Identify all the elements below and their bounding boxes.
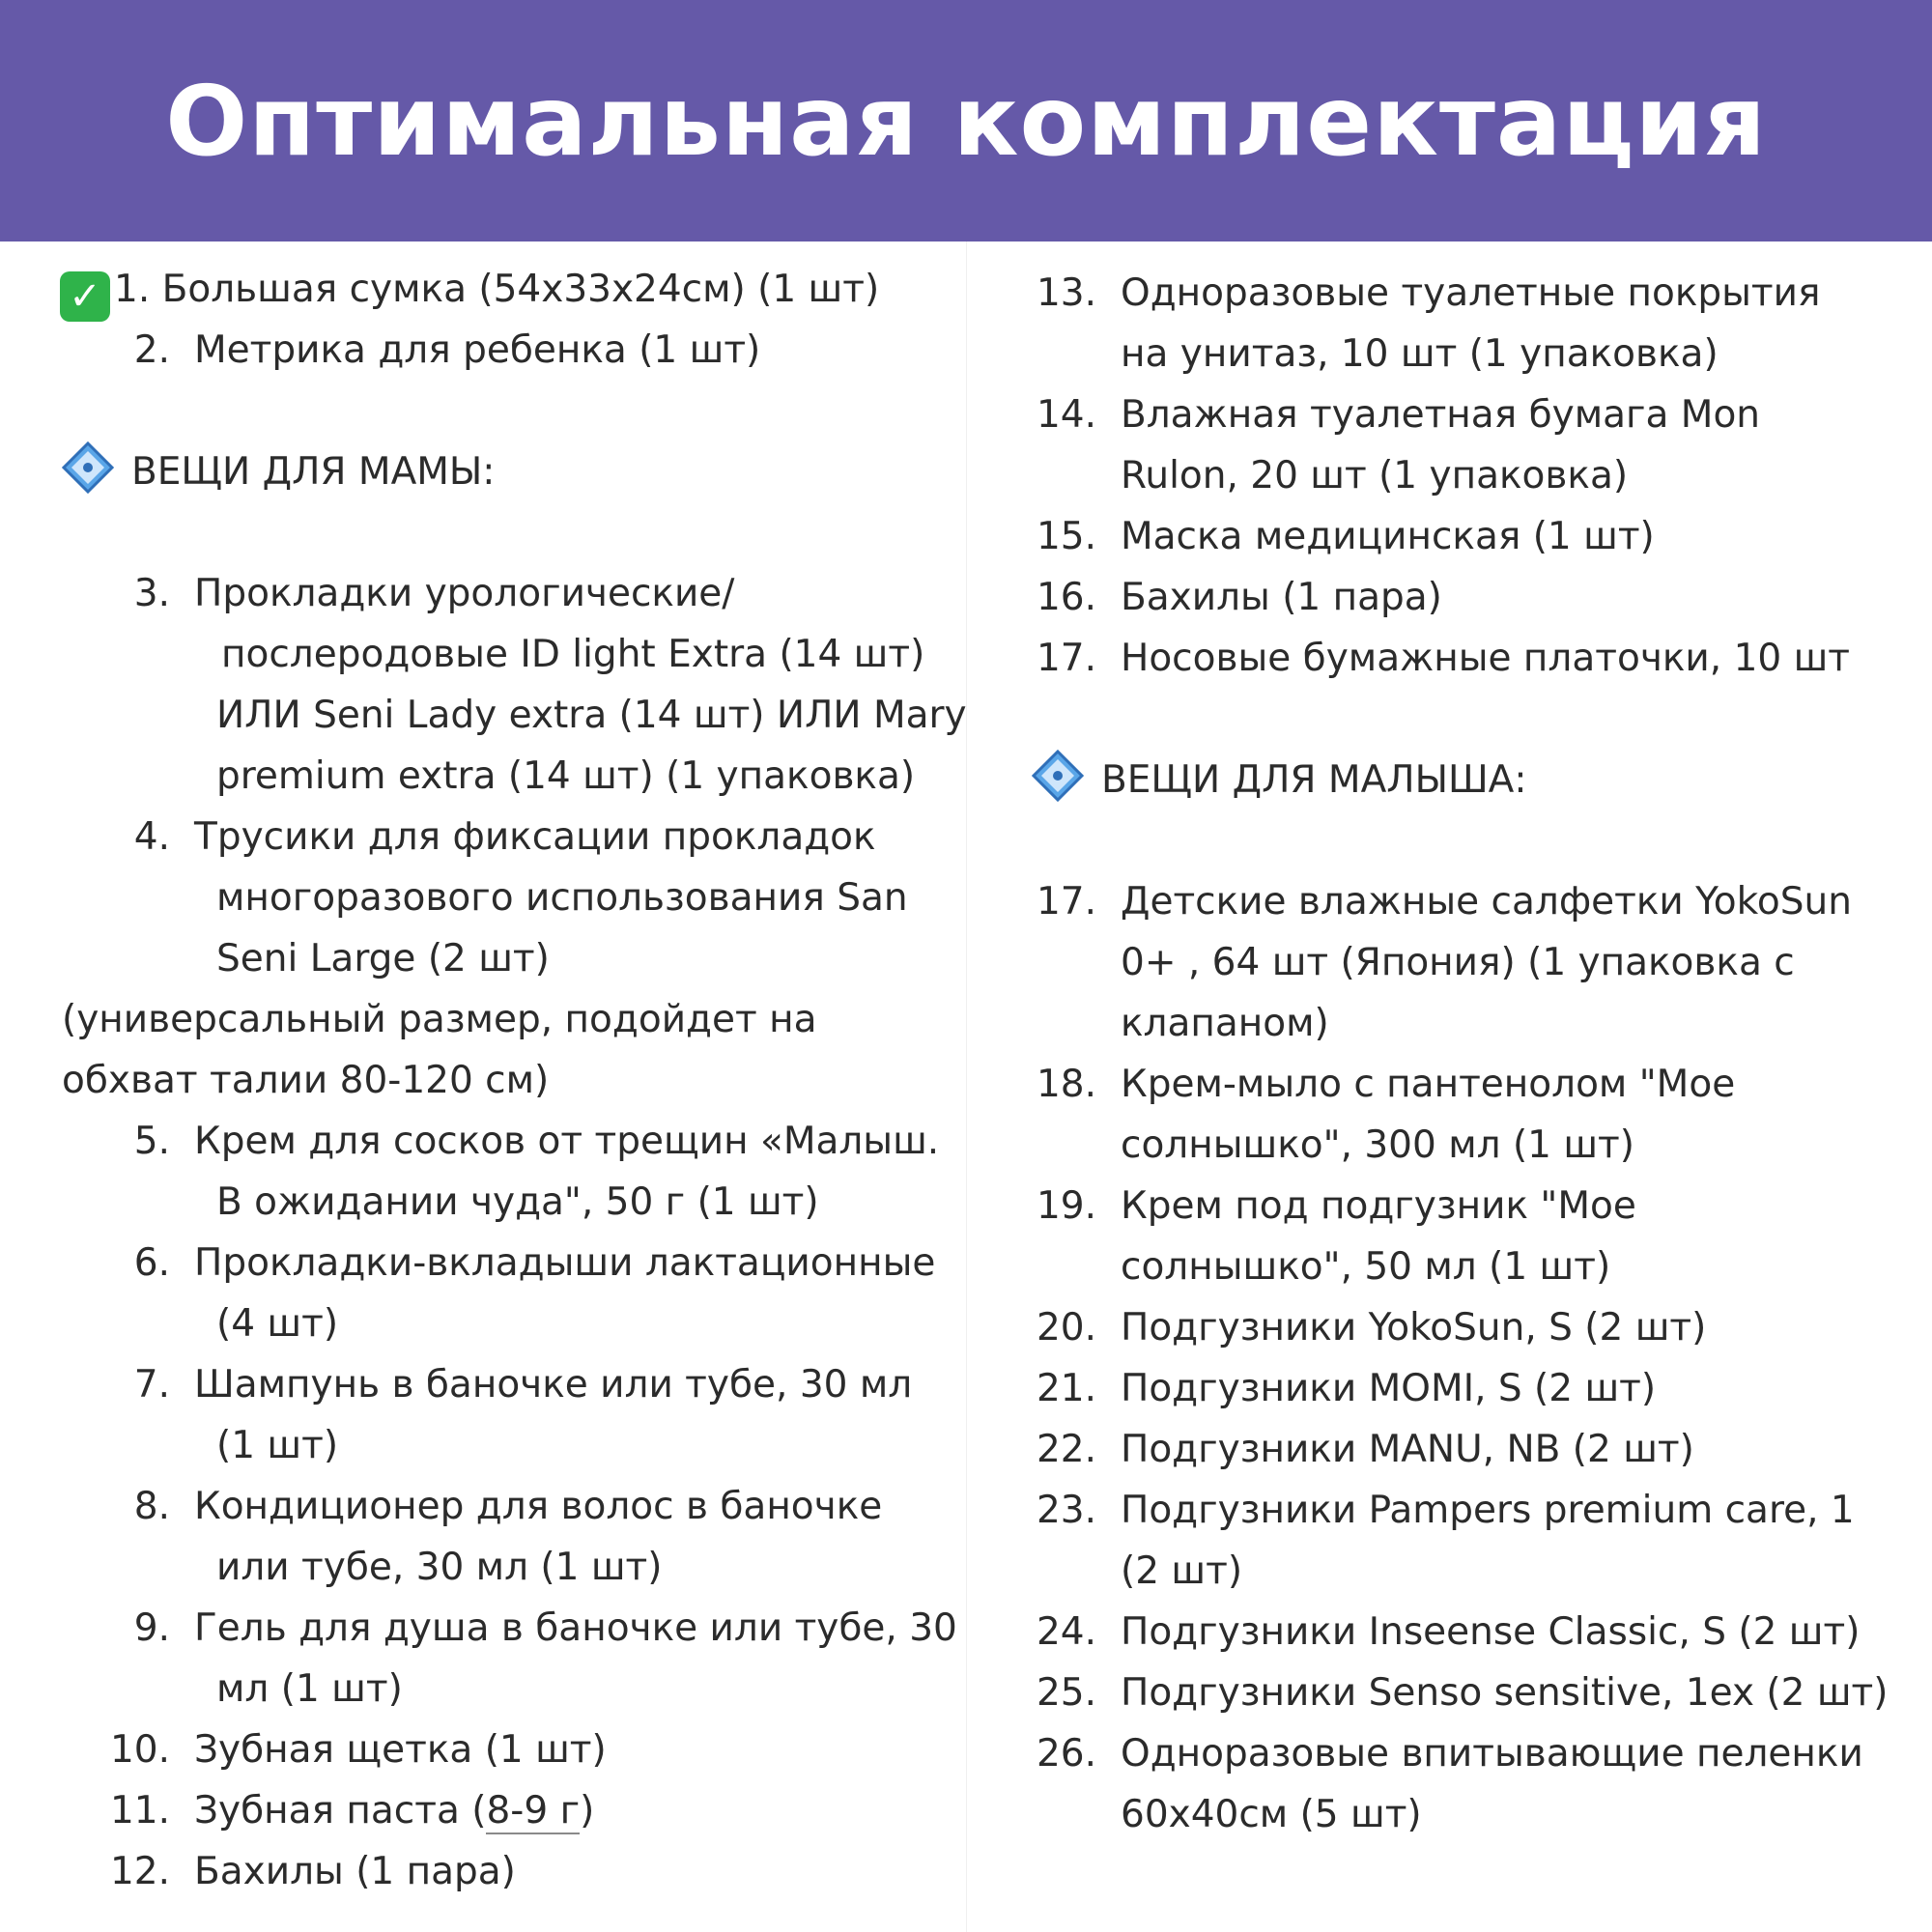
item-text: Подгузники Pampers premium care, 1 [1121,1489,1855,1532]
list-item-18 [1032,1054,1911,1115]
left-column: ✓ 1. Большая сумка (54x33x24см) (1 шт) 2. Метрика для ребенка (1 шт) ВЕЩИ ДЛЯ МАМЫ: 3. Прокладки урологические/ послеродовые ID light Extra (14 шт) ИЛИ Seni Lady extra (14 шт) ИЛИ Mary premium extra (14 шт) (1 упаковка) 4. Трусики для фиксации прокладок многоразового использования San Seni Large (2 шт) (универсальный размер, подойдет на обхват талии 80-120 см) 5. Крем для сосков от трещин «Малыш. В ожидании чуда", 50 г (1 шт) 6. Прокладки-вкладыши лактационные (4 шт) 7. Шампунь в баночке или тубе, 30 мл (1 шт) 8. Кондиционер для волос в баночке или тубе, 30 мл (1 шт) 9. Гель для душа в баночке или тубе, 30 мл (1 шт) 10. Зубная щетка (1 шт) 11. Зубная паста (8-9 г) 12. Бахилы (1 пара) [62,259,931,1902]
item-number: 1. [114,268,151,311]
list-item-12 [62,1841,931,1902]
item-text: Детские влажные салфетки YokoSun [1121,880,1852,923]
list-item-1 [60,259,931,320]
item-number: 18. [1036,1063,1096,1106]
item-text: Крем-мыло с пантенолом "Мое [1121,1063,1736,1106]
item-text: Носовые бумажные платочки, 10 шт [1121,637,1850,680]
item-number: 17. [1036,637,1096,680]
item-text: Подгузники MOMI, S (2 шт) [1121,1367,1657,1410]
item-text: солнышко", 300 мл (1 шт) [1121,1123,1634,1167]
list-item-14 [1032,384,1911,445]
item-text: клапаном) [1121,1002,1329,1045]
item-number: 8. [133,1485,170,1528]
item-text: Большая сумка (54x33x24см) (1 шт) [161,268,880,311]
item-number: 21. [1036,1367,1096,1410]
item-text: многоразового использования San [216,876,908,920]
item-text: Rulon, 20 шт (1 упаковка) [1121,454,1629,497]
list-item-11: 11. Зубная паста (8-9 г) [62,1780,931,1841]
item-text: Подгузники Inseense Classic, S (2 шт) [1121,1610,1861,1654]
item-text: Бахилы (1 пара) [1121,576,1442,619]
item-text: Бахилы (1 пара) [194,1850,516,1893]
item-number: 15. [1036,515,1096,558]
list-item-5 [62,1111,940,1172]
item-text: ИЛИ Seni Lady extra (14 шт) ИЛИ Mary [216,694,967,737]
item-text: (4 шт) [216,1302,339,1346]
list-item-19 [1032,1176,1911,1236]
item-text: Гель для душа в баночке или тубе, 30 [194,1606,957,1650]
diamond-with-dot-icon [1032,750,1084,802]
right-column [1032,263,1911,1845]
page-title: Оптимальная комплектация [165,64,1767,178]
item-number: 3. [133,572,170,615]
list-item-24 [1032,1602,1911,1662]
item-text: Подгузники MANU, NB (2 шт) [1121,1428,1694,1471]
item-text: (1 шт) [216,1424,339,1467]
item-text: Кондиционер для волос в баночке [194,1485,883,1528]
item-number: 24. [1036,1610,1096,1654]
column-divider [966,242,967,1932]
item-number: 4. [133,815,170,859]
item-number: 16. [1036,576,1096,619]
item-text: на унитаз, 10 шт (1 упаковка) [1121,332,1719,376]
underlined-text: 8-9 г [486,1789,581,1833]
item-text: (2 шт) [1121,1549,1243,1593]
item-text: Шампунь в баночке или тубе, 30 мл [194,1363,913,1406]
item-text: Подгузники Senso sensitive, 1ex (2 шт) [1121,1671,1889,1715]
section-heading-text: ВЕЩИ ДЛЯ МАЛЫША: [1101,758,1527,802]
item-number: 11. [109,1789,170,1833]
list-item-16 [1032,567,1911,628]
item-number: 23. [1036,1489,1096,1532]
item-number: 9. [133,1606,170,1650]
list-item-25 [1032,1662,1911,1723]
note-text: (универсальный размер, подойдет на [62,998,817,1041]
item-text: Seni Large (2 шт) [216,937,550,980]
item-text: Одноразовые впитывающие пеленки [1121,1732,1863,1776]
item-text: Одноразовые туалетные покрытия [1121,271,1821,315]
item-text: солнышко", 50 мл (1 шт) [1121,1245,1611,1289]
item-text: послеродовые ID light Extra (14 шт) [221,633,925,676]
section-heading-baby [1032,750,1911,810]
list-item-8 [62,1476,931,1537]
item-text: 0+ , 64 шт (Япония) (1 упаковка с [1121,941,1795,984]
list-item-23 [1032,1480,1911,1541]
list-item-3 [62,563,931,624]
list-item-22 [1032,1419,1911,1480]
item-text: или тубе, 30 мл (1 шт) [216,1546,663,1589]
list-item-10 [62,1719,931,1780]
section-heading-text: ВЕЩИ ДЛЯ МАМЫ: [131,450,496,494]
item-text: Трусики для фиксации прокладок [194,815,876,859]
item-text: Маска медицинская (1 шт) [1121,515,1655,558]
list-item-13 [1032,263,1911,324]
item-number: 26. [1036,1732,1096,1776]
item-number: 22. [1036,1428,1096,1471]
list-item-15 [1032,506,1911,567]
diamond-with-dot-icon [62,441,114,494]
item-text: В ожидании чуда", 50 г (1 шт) [216,1180,819,1224]
item-text: Метрика для ребенка (1 шт) [194,328,761,372]
header-banner [0,0,1932,242]
item-number: 2. [133,328,170,372]
item-text: Подгузники YokoSun, S (2 шт) [1121,1306,1707,1350]
list-item-17 [1032,628,1911,689]
item-number: 13. [1036,271,1096,315]
list-item-6 [62,1233,936,1293]
item-number: 7. [133,1363,170,1406]
check-mark-button-icon: ✓ [60,271,110,322]
list-item-20 [1032,1297,1911,1358]
item-number: 17. [1036,880,1096,923]
item-text: Прокладки урологические/ [194,572,735,615]
list-item-7 [62,1354,931,1415]
list-item-26 [1032,1723,1911,1784]
item-text: Крем для сосков от трещин «Малыш. [194,1120,940,1163]
item-text: Прокладки-вкладыши лактационные [194,1241,936,1285]
item-number: 14. [1036,393,1096,437]
item-number: 25. [1036,1671,1096,1715]
item-number: 12. [109,1850,170,1893]
item-number: 10. [109,1728,170,1772]
list-item-17b [1032,871,1911,932]
item-text: Влажная туалетная бумага Mon [1121,393,1761,437]
item-text: Зубная щетка (1 шт) [194,1728,607,1772]
item-text: Крем под подгузник "Мое [1121,1184,1636,1228]
item-text: 60x40см (5 шт) [1121,1793,1422,1836]
list-item-9 [62,1598,957,1659]
list-item-4 [62,807,931,867]
item-number: 19. [1036,1184,1096,1228]
item-number: 5. [133,1120,170,1163]
section-heading-mama [62,441,931,502]
item-text: premium extra (14 шт) (1 упаковка) [216,754,916,798]
item-text: мл (1 шт) [216,1667,403,1711]
list-item-21 [1032,1358,1911,1419]
item-text: Зубная паста ( [194,1789,487,1833]
list-item-2 [62,320,931,381]
item-number: 6. [133,1241,170,1285]
item-number: 20. [1036,1306,1096,1350]
